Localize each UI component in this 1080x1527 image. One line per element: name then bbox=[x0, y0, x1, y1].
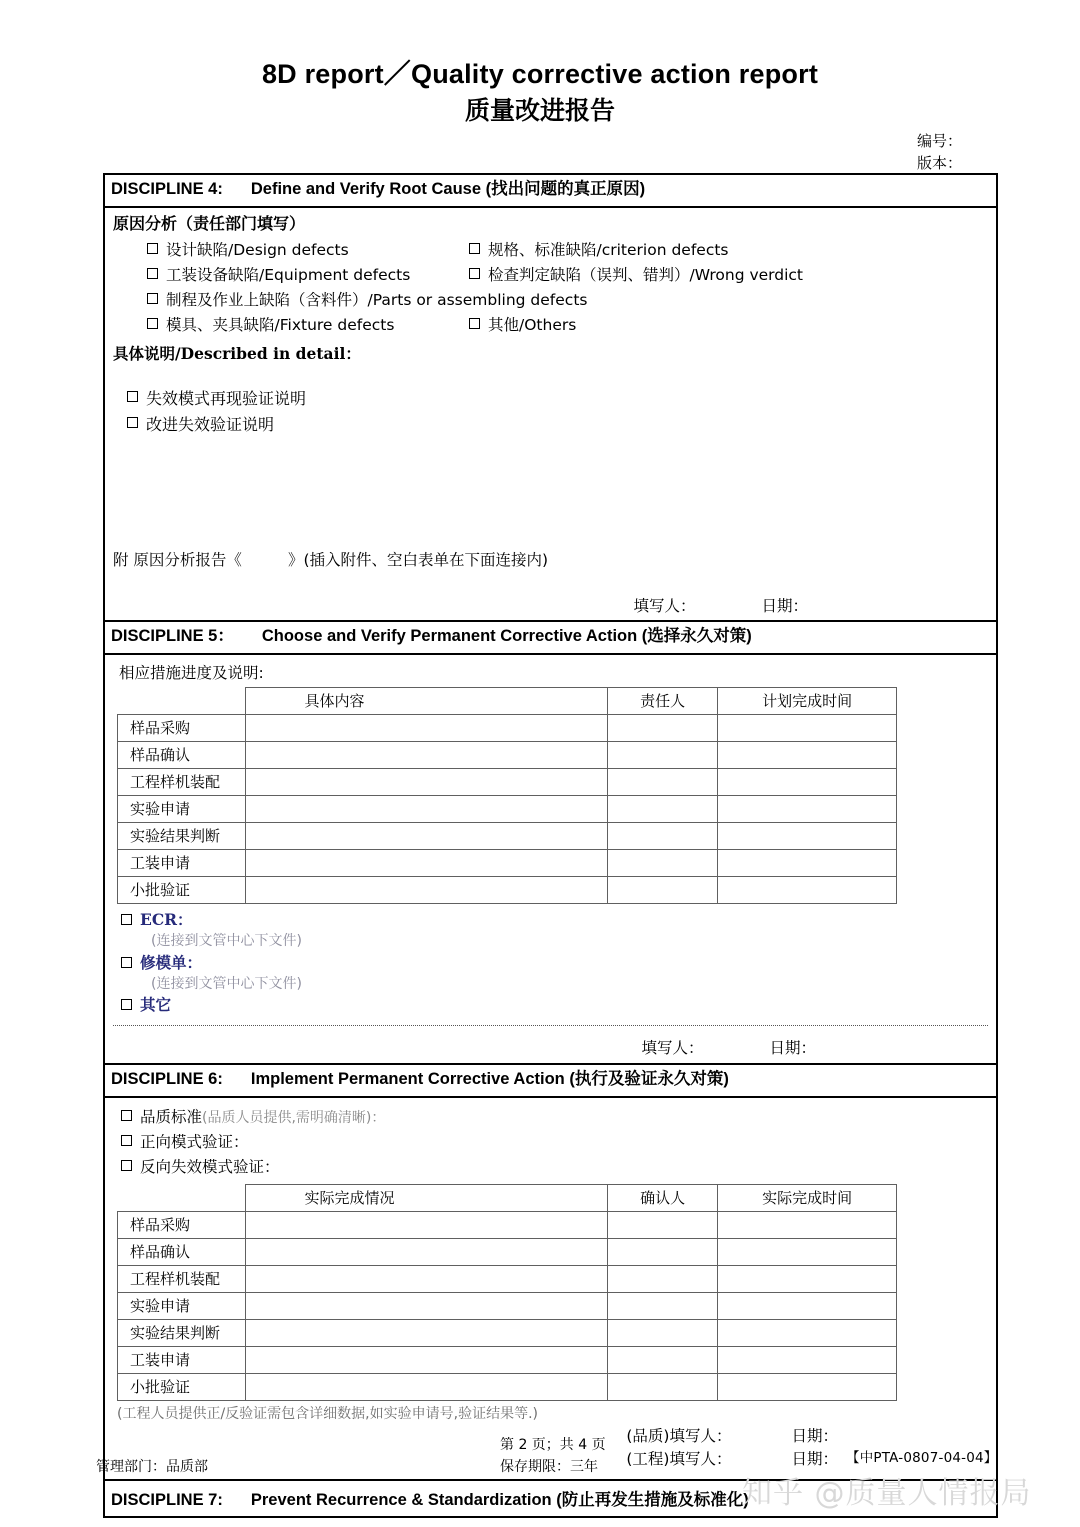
link-note-mold-repair: (连接到文管中心下文件) bbox=[151, 976, 302, 993]
discipline-4-number: DISCIPLINE 4: bbox=[111, 180, 223, 198]
engineering-filler-label: (工程)填写人： bbox=[626, 1450, 732, 1469]
table-row bbox=[118, 768, 897, 795]
cell-actual-date[interactable] bbox=[718, 1373, 897, 1400]
cause-cell bbox=[147, 313, 469, 338]
cell-actual-status[interactable] bbox=[246, 1265, 607, 1292]
cell-confirmer[interactable] bbox=[607, 1373, 717, 1400]
discipline-6-title-cn: (执行及验证永久对策) bbox=[569, 1069, 729, 1088]
cause-cell bbox=[469, 263, 988, 288]
cell-confirmer[interactable] bbox=[607, 1265, 717, 1292]
discipline-5-number: DISCIPLINE 5： bbox=[111, 627, 234, 646]
cell-content[interactable] bbox=[246, 714, 607, 741]
table-row bbox=[118, 1265, 897, 1292]
link-item-other[interactable] bbox=[121, 994, 988, 1016]
form-frame bbox=[103, 173, 998, 1518]
table-row bbox=[118, 1238, 897, 1265]
header-owner: 责任人 bbox=[607, 687, 717, 714]
cell-owner[interactable] bbox=[607, 714, 717, 741]
cell-planned-date[interactable] bbox=[718, 741, 897, 768]
table-row bbox=[118, 876, 897, 903]
cell-actual-status[interactable] bbox=[246, 1373, 607, 1400]
cause-analysis-label: 原因分析（责任部门填写） bbox=[113, 213, 306, 233]
row-label: 样品确认 bbox=[118, 741, 246, 768]
attachment-suffix: 》(插入附件、空白表单在下面连接内) bbox=[287, 551, 549, 570]
link-label-mold-repair[interactable]: 修模单： bbox=[140, 952, 203, 972]
cell-content[interactable] bbox=[246, 876, 607, 903]
cell-actual-status[interactable] bbox=[246, 1346, 607, 1373]
cell-owner[interactable] bbox=[607, 768, 717, 795]
cause-checkbox-item[interactable] bbox=[147, 238, 469, 263]
cell-actual-status[interactable] bbox=[246, 1238, 607, 1265]
cause-checkbox-item[interactable] bbox=[469, 238, 988, 263]
cell-owner[interactable] bbox=[607, 822, 717, 849]
table-row bbox=[118, 1211, 897, 1238]
discipline-6-number: DISCIPLINE 6: bbox=[111, 1069, 223, 1088]
checkbox-icon[interactable] bbox=[121, 957, 132, 968]
discipline-5-header bbox=[105, 620, 996, 655]
discipline-5-table bbox=[117, 687, 897, 904]
cell-actual-status[interactable] bbox=[246, 1292, 607, 1319]
discipline-6-title-en: Implement Permanent Corrective Action bbox=[250, 1069, 565, 1088]
table-row bbox=[118, 714, 897, 741]
dotted-divider bbox=[113, 1025, 988, 1026]
quality-signature-row bbox=[113, 1425, 838, 1448]
cell-planned-date[interactable] bbox=[718, 768, 897, 795]
cause-label: 其他/Others bbox=[488, 316, 577, 335]
row-label: 工程样机装配 bbox=[118, 1265, 246, 1292]
cell-actual-status[interactable] bbox=[246, 1211, 607, 1238]
doc-version-label: 版本： bbox=[916, 153, 962, 172]
cause-row bbox=[147, 313, 988, 338]
cause-label: 工装设备缺陷/Equipment defects bbox=[166, 265, 411, 284]
cell-confirmer[interactable] bbox=[607, 1346, 717, 1373]
discipline-5-title-cn: (选择永久对策) bbox=[641, 627, 752, 646]
link-item-mold-repair[interactable] bbox=[121, 952, 988, 974]
detail-checkbox-group bbox=[127, 386, 988, 438]
cause-row bbox=[147, 238, 988, 263]
cell-content[interactable] bbox=[246, 822, 607, 849]
cause-cell bbox=[469, 238, 988, 263]
table-row bbox=[118, 1319, 897, 1346]
checkbox-icon[interactable] bbox=[469, 268, 480, 279]
cell-actual-status[interactable] bbox=[246, 1319, 607, 1346]
discipline-7-title-en: Prevent Recurrence & Standardization bbox=[250, 1491, 552, 1510]
attachment-line bbox=[113, 548, 988, 570]
cause-row bbox=[147, 288, 988, 313]
discipline-4-body bbox=[105, 208, 996, 620]
discipline-4-signature-row bbox=[113, 594, 988, 616]
cause-label: 制程及作业上缺陷（含料件）/Parts or assembling defects bbox=[166, 291, 588, 310]
discipline-4-title-cn: (找出问题的真正原因) bbox=[485, 180, 646, 198]
cell-confirmer[interactable] bbox=[607, 1319, 717, 1346]
table-row bbox=[118, 822, 897, 849]
checkbox-icon[interactable] bbox=[147, 268, 158, 279]
cell-planned-date[interactable] bbox=[718, 822, 897, 849]
filler-label: 填写人： bbox=[641, 1038, 704, 1057]
checkbox-icon[interactable] bbox=[121, 1160, 132, 1171]
row-label: 实验结果判断 bbox=[118, 1319, 246, 1346]
discipline-7-title-cn: (防止再发生措施及标准化) bbox=[556, 1491, 749, 1510]
date-label: 日期： bbox=[769, 1038, 816, 1057]
table-header-row bbox=[118, 687, 897, 714]
table-row bbox=[118, 1346, 897, 1373]
checkbox-icon[interactable] bbox=[121, 1135, 132, 1146]
discipline-5-title-en: Choose and Verify Permanent Corrective Action bbox=[261, 627, 638, 646]
discipline-5-signature-row bbox=[105, 1030, 996, 1063]
cell-owner[interactable] bbox=[607, 795, 717, 822]
row-label: 小批验证 bbox=[118, 876, 246, 903]
d6-check-label: 正向模式验证： bbox=[140, 1132, 249, 1151]
detail-checkbox-item[interactable] bbox=[127, 386, 988, 412]
discipline-6-body bbox=[105, 1098, 996, 1480]
title-chinese: 质量改进报告 bbox=[464, 96, 615, 125]
cause-checkbox-grid bbox=[147, 238, 988, 338]
checkbox-icon[interactable] bbox=[121, 1110, 132, 1121]
discipline-4-title-en: Define and Verify Root Cause bbox=[250, 180, 481, 198]
row-label: 样品采购 bbox=[118, 714, 246, 741]
cause-cell bbox=[147, 238, 469, 263]
header-actual-status: 实际完成情况 bbox=[246, 1184, 607, 1211]
row-label: 实验申请 bbox=[118, 1292, 246, 1319]
detail-checkbox-item[interactable] bbox=[127, 412, 988, 438]
row-label: 样品采购 bbox=[118, 1211, 246, 1238]
d6-check-item[interactable] bbox=[121, 1130, 988, 1155]
discipline-6-checkbox-group bbox=[121, 1105, 988, 1180]
cause-cell bbox=[147, 263, 469, 288]
link-item-ecr[interactable] bbox=[121, 909, 988, 931]
header-actual-date: 实际完成时间 bbox=[718, 1184, 897, 1211]
row-label: 工程样机装配 bbox=[118, 768, 246, 795]
cause-label: 规格、标准缺陷/criterion defects bbox=[488, 240, 729, 259]
link-note-ecr: (连接到文管中心下文件) bbox=[151, 933, 302, 950]
discipline-6-header bbox=[105, 1063, 996, 1098]
engineering-date-label: 日期： bbox=[791, 1450, 838, 1469]
checkbox-icon[interactable] bbox=[469, 243, 480, 254]
table-row bbox=[118, 741, 897, 768]
cell-content[interactable] bbox=[246, 741, 607, 768]
footer-page-number: 第 2 页；共 4 页 bbox=[500, 1437, 606, 1453]
detail-check-label: 失效模式再现验证说明 bbox=[146, 389, 307, 409]
cell-owner[interactable] bbox=[607, 876, 717, 903]
watermark: 知乎 @质量人情报局 bbox=[742, 1476, 1032, 1511]
header-blank bbox=[118, 687, 246, 714]
cell-content[interactable] bbox=[246, 795, 607, 822]
row-label: 样品确认 bbox=[118, 1238, 246, 1265]
cell-planned-date[interactable] bbox=[718, 849, 897, 876]
checkbox-icon[interactable] bbox=[147, 243, 158, 254]
measures-progress-label: 相应措施进度及说明: bbox=[119, 663, 264, 682]
table-row bbox=[118, 795, 897, 822]
document-links-group bbox=[121, 909, 988, 1017]
cell-planned-date[interactable] bbox=[718, 876, 897, 903]
header-content: 具体内容 bbox=[246, 687, 607, 714]
discipline-6-table bbox=[117, 1184, 897, 1401]
d6-check-label: 反向失效模式验证： bbox=[140, 1157, 280, 1176]
checkbox-icon[interactable] bbox=[147, 293, 158, 304]
header-blank bbox=[118, 1184, 246, 1211]
header-planned-date: 计划完成时间 bbox=[718, 687, 897, 714]
cell-actual-date[interactable] bbox=[718, 1346, 897, 1373]
quality-date-label: 日期： bbox=[791, 1426, 838, 1445]
row-label: 实验结果判断 bbox=[118, 822, 246, 849]
checkbox-icon[interactable] bbox=[121, 999, 132, 1010]
cell-actual-date[interactable] bbox=[718, 1238, 897, 1265]
cell-confirmer[interactable] bbox=[607, 1211, 717, 1238]
link-label-other[interactable]: 其它 bbox=[140, 995, 172, 1015]
row-label: 实验申请 bbox=[118, 795, 246, 822]
cause-checkbox-item[interactable] bbox=[147, 313, 469, 338]
footer-retention: 保存期限：三年 bbox=[500, 1459, 598, 1475]
cell-owner[interactable] bbox=[607, 849, 717, 876]
cell-actual-date[interactable] bbox=[718, 1265, 897, 1292]
discipline-4-header bbox=[105, 175, 996, 208]
table-row bbox=[118, 1373, 897, 1400]
discipline-6-note: (工程人员提供正/反验证需包含详细数据,如实验申请号,验证结果等.) bbox=[117, 1405, 538, 1422]
cause-cell bbox=[147, 288, 988, 313]
checkbox-icon[interactable] bbox=[127, 417, 138, 428]
title-english: 8D report／Quality corrective action report bbox=[261, 59, 819, 89]
discipline-5-body bbox=[105, 655, 996, 1030]
cause-label: 检查判定缺陷（误判、错判）/Wrong verdict bbox=[488, 265, 804, 284]
table-header-row bbox=[118, 1184, 897, 1211]
cell-content[interactable] bbox=[246, 768, 607, 795]
d6-check-item[interactable] bbox=[121, 1105, 988, 1130]
quality-filler-label: (品质)填写人： bbox=[626, 1426, 732, 1445]
cause-label: 模具、夹具缺陷/Fixture defects bbox=[166, 316, 395, 335]
page-title bbox=[0, 0, 1080, 129]
link-label-ecr[interactable]: ECR： bbox=[140, 909, 193, 929]
discipline-7-number: DISCIPLINE 7: bbox=[111, 1491, 223, 1510]
header-meta bbox=[917, 131, 962, 175]
detail-check-label: 改进失效验证说明 bbox=[146, 415, 275, 435]
table-row bbox=[118, 1292, 897, 1319]
footer-department: 管理部门：品质部 bbox=[96, 1459, 208, 1475]
free-text-area[interactable] bbox=[113, 438, 988, 546]
cell-owner[interactable] bbox=[607, 741, 717, 768]
cell-confirmer[interactable] bbox=[607, 1238, 717, 1265]
d6-check-item[interactable] bbox=[121, 1155, 988, 1180]
row-label: 工装申请 bbox=[118, 849, 246, 876]
described-in-detail-label: 具体说明/Described in detail： bbox=[113, 344, 361, 364]
d6-check-label: 品质标准 bbox=[140, 1107, 203, 1126]
cell-planned-date[interactable] bbox=[718, 714, 897, 741]
row-label: 小批验证 bbox=[118, 1373, 246, 1400]
cause-checkbox-item[interactable] bbox=[469, 263, 988, 288]
cell-actual-date[interactable] bbox=[718, 1292, 897, 1319]
engineering-signature-row bbox=[113, 1448, 838, 1471]
filler-label: 填写人： bbox=[633, 597, 696, 616]
cell-confirmer[interactable] bbox=[607, 1292, 717, 1319]
cause-row bbox=[147, 263, 988, 288]
cause-cell bbox=[469, 313, 988, 338]
checkbox-icon[interactable] bbox=[469, 318, 480, 329]
cause-checkbox-item[interactable] bbox=[147, 263, 469, 288]
checkbox-icon[interactable] bbox=[121, 914, 132, 925]
cause-checkbox-item[interactable] bbox=[469, 313, 988, 338]
cell-actual-date[interactable] bbox=[718, 1211, 897, 1238]
row-label: 工装申请 bbox=[118, 1346, 246, 1373]
cause-label: 设计缺陷/Design defects bbox=[166, 240, 349, 259]
cell-content[interactable] bbox=[246, 849, 607, 876]
checkbox-icon[interactable] bbox=[127, 391, 138, 402]
cell-planned-date[interactable] bbox=[718, 795, 897, 822]
header-confirmer: 确认人 bbox=[607, 1184, 717, 1211]
doc-number-label: 编号： bbox=[916, 132, 962, 150]
cause-checkbox-item[interactable] bbox=[147, 288, 988, 313]
table-row bbox=[118, 849, 897, 876]
d6-check-sublabel: (品质人员提供,需明确清晰)： bbox=[202, 1109, 386, 1126]
attachment-prefix: 附 原因分析报告《 bbox=[113, 551, 242, 570]
checkbox-icon[interactable] bbox=[147, 318, 158, 329]
cell-actual-date[interactable] bbox=[718, 1319, 897, 1346]
footer-doc-code: 【中PTA-0807-04-04】 bbox=[846, 1450, 998, 1466]
date-label: 日期： bbox=[761, 597, 808, 616]
